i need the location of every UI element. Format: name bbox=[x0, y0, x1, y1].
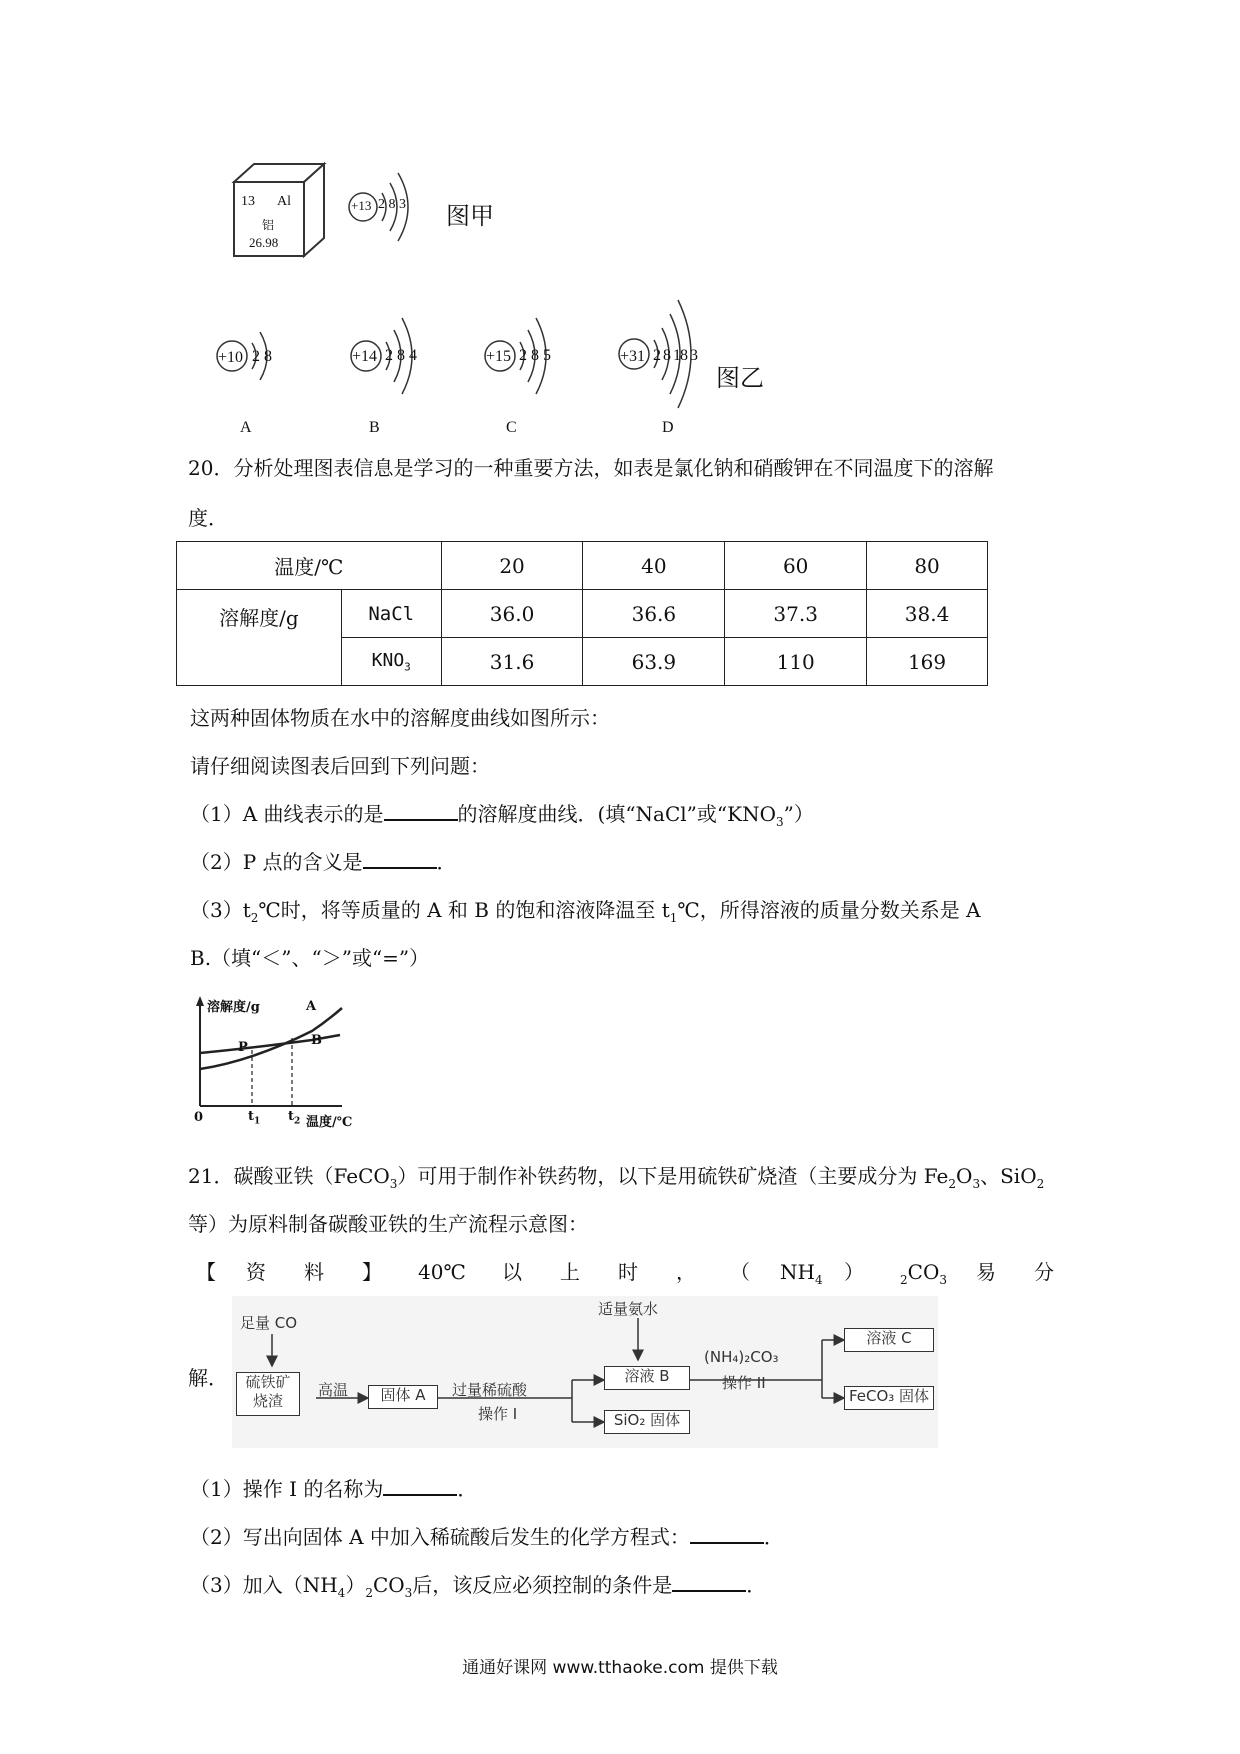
solubility-label: 溶解度/g bbox=[177, 590, 342, 686]
info-token: ， bbox=[676, 1260, 696, 1284]
graph-curve-a-label: A bbox=[306, 999, 317, 1014]
graph-t2 bbox=[288, 1109, 300, 1127]
reagent-label: (NH₄)₂CO₃ bbox=[704, 1348, 779, 1366]
info-token: 】 bbox=[362, 1260, 382, 1284]
q21-part3-a: （3）加入（NH bbox=[190, 1573, 338, 1597]
temp-header: 温度/℃ bbox=[177, 542, 442, 590]
graph-y-label: 溶解度/g bbox=[207, 1000, 260, 1015]
atom-shells-a: 2 8 bbox=[252, 348, 272, 365]
temp-col: 20 bbox=[441, 542, 583, 590]
atom-shells-al: 2 8 3 bbox=[378, 197, 406, 212]
box-sio2-solid: SiO₂ 固体 bbox=[604, 1410, 690, 1434]
graph-curve-b-label: B bbox=[311, 1033, 322, 1048]
info-token bbox=[900, 1260, 947, 1292]
q20-stem-line2: 度． bbox=[188, 506, 228, 530]
atom-shells-b: 2 8 4 bbox=[385, 347, 417, 364]
t1-sub: 1 bbox=[254, 1116, 261, 1127]
subscript: 4 bbox=[337, 1586, 346, 1600]
q21-part1-prefix: （1）操作 I 的名称为 bbox=[190, 1477, 384, 1501]
arrow-label-heat: 高温 bbox=[318, 1381, 349, 1399]
atom-shells-c: 2 8 5 bbox=[519, 347, 551, 364]
flowchart-arrows bbox=[232, 1296, 938, 1448]
q21-part2-prefix: （2）写出向固体 A 中加入稀硫酸后发生的化学方程式： bbox=[190, 1525, 690, 1549]
q20-part3-c: ℃，所得溶液的质量分数关系是 A bbox=[677, 898, 981, 922]
graph-t1 bbox=[248, 1109, 260, 1127]
graph-point-p: P bbox=[238, 1040, 248, 1055]
q21-info-tail: 解． bbox=[188, 1366, 228, 1390]
info-token: 料 bbox=[304, 1260, 324, 1284]
q21-stem-b: ）可用于制作补铁药物，以下是用硫铁矿烧渣（主要成分为 Fe bbox=[397, 1164, 949, 1188]
arrow-label-op2: 操作 II bbox=[722, 1374, 766, 1392]
option-letter-c: C bbox=[506, 419, 517, 436]
info-token: 资 bbox=[246, 1260, 266, 1284]
subscript: 3 bbox=[972, 1177, 981, 1191]
q21-stem-line1 bbox=[188, 1164, 1044, 1196]
table-cell: 37.3 bbox=[725, 590, 867, 638]
q21-part3-e: ． bbox=[746, 1573, 767, 1597]
option-letter-d: D bbox=[662, 419, 674, 436]
q20-part1 bbox=[190, 801, 814, 834]
atom-nucleus-a: +10 bbox=[218, 349, 244, 366]
page-footer: 通通好课网 www.tthaoke.com 提供下载 bbox=[462, 1658, 778, 1678]
element-symbol: Al bbox=[277, 194, 291, 209]
q21-stem-a: 21．碳酸亚铁（FeCO bbox=[188, 1164, 390, 1188]
info-token: 【 bbox=[196, 1260, 216, 1284]
q21-part3-d: 后，该反应必须控制的条件是 bbox=[412, 1573, 673, 1597]
table-header-row bbox=[177, 542, 988, 590]
q21-stem-line2: 等）为原料制备碳酸亚铁的生产流程示意图： bbox=[188, 1212, 588, 1236]
info-token: （ bbox=[730, 1260, 750, 1284]
graph-origin: 0 bbox=[194, 1110, 204, 1125]
answer-blank[interactable] bbox=[383, 1476, 457, 1496]
table-cell: 169 bbox=[867, 638, 988, 686]
q20-part3-b: ℃时，将等质量的 A 和 B 的饱和溶液降温至 t bbox=[258, 898, 670, 922]
q20-stem-line1: 20．分析处理图表信息是学习的一种重要方法，如表是氯化钠和硝酸钾在不同温度下的溶解 bbox=[188, 456, 994, 480]
q20-part1-prefix: （1）A 曲线表示的是 bbox=[190, 802, 384, 826]
arrow-label-acid: 过量稀硫酸 bbox=[452, 1381, 528, 1399]
temp-col: 80 bbox=[867, 542, 988, 590]
kno3-subscript: 3 bbox=[404, 660, 411, 674]
atom-nucleus-d: +31 bbox=[620, 348, 646, 365]
nh4-main: NH bbox=[780, 1260, 815, 1284]
q20-part3-line2: B.（填“＜”、“＞”或“=”） bbox=[190, 946, 430, 970]
info-token: 时 bbox=[618, 1260, 638, 1284]
element-name: 铝 bbox=[262, 218, 275, 232]
table-cell: 36.6 bbox=[583, 590, 725, 638]
arrow-label-op1: 操作 I bbox=[478, 1405, 518, 1423]
element-number: 13 bbox=[241, 194, 255, 209]
input-co-label: 足量 CO bbox=[240, 1314, 298, 1332]
info-token: 40℃ bbox=[418, 1260, 466, 1284]
q20-part2-prefix: （2）P 点的含义是 bbox=[190, 850, 363, 874]
subscript: 2 bbox=[1036, 1177, 1045, 1191]
temp-col: 60 bbox=[725, 542, 867, 590]
q21-part3 bbox=[190, 1572, 766, 1605]
q21-part3-c: CO bbox=[372, 1573, 405, 1597]
q20-part3 bbox=[190, 898, 981, 930]
option-letter-a: A bbox=[240, 419, 252, 436]
q20-instruction: 请仔细阅读图表后回到下列问题： bbox=[190, 754, 490, 778]
table-cell: 110 bbox=[725, 638, 867, 686]
temp-col: 40 bbox=[583, 542, 725, 590]
box-solution-b: 溶液 B bbox=[604, 1366, 690, 1390]
info-token: ） bbox=[844, 1260, 864, 1284]
subscript: 2 bbox=[365, 1586, 373, 1600]
q20-part1-suffix: ”） bbox=[783, 802, 814, 826]
subscript: 2 bbox=[900, 1273, 908, 1287]
table-cell: 63.9 bbox=[583, 638, 725, 686]
q21-stem-c: O bbox=[956, 1164, 973, 1188]
q21-part1 bbox=[190, 1476, 477, 1501]
graph-drawing bbox=[192, 996, 372, 1126]
substance-nacl: NaCl bbox=[341, 590, 441, 638]
caption-yi: 图乙 bbox=[716, 364, 764, 392]
subscript: 3 bbox=[939, 1273, 947, 1287]
option-letter-b: B bbox=[369, 419, 380, 436]
atom-shells-d: 2 8 18 3 bbox=[653, 347, 697, 364]
subscript: 3 bbox=[404, 1586, 413, 1600]
input-ammonia-label: 适量氨水 bbox=[598, 1300, 659, 1318]
box-feco3-solid: FeCO₃ 固体 bbox=[844, 1386, 934, 1410]
info-token: 以 bbox=[502, 1260, 522, 1284]
subscript: 3 bbox=[775, 815, 784, 829]
table-cell: 38.4 bbox=[867, 590, 988, 638]
info-token: 分 bbox=[1034, 1260, 1054, 1284]
info-token bbox=[780, 1260, 823, 1292]
answer-blank[interactable] bbox=[672, 1572, 746, 1592]
subscript: 4 bbox=[814, 1273, 823, 1287]
info-token: 上 bbox=[560, 1260, 580, 1284]
t2-sub: 2 bbox=[294, 1116, 301, 1127]
q21-stem-d: 、SiO bbox=[980, 1164, 1037, 1188]
answer-blank[interactable] bbox=[384, 801, 458, 821]
q20-part2-suffix: ． bbox=[436, 850, 457, 874]
subscript: 2 bbox=[250, 911, 259, 925]
answer-blank[interactable] bbox=[363, 849, 437, 869]
q20-part3-a: （3）t bbox=[190, 898, 251, 922]
q20-part1-mid: 的溶解度曲线．(填“NaCl”或“KNO bbox=[457, 802, 776, 826]
substance-kno3 bbox=[341, 638, 441, 686]
subscript: 1 bbox=[669, 911, 678, 925]
box-solid-a: 固体 A bbox=[368, 1385, 438, 1409]
t1-main: t bbox=[248, 1109, 255, 1124]
subscript: 3 bbox=[389, 1177, 398, 1191]
atom-nucleus-b: +14 bbox=[352, 348, 378, 365]
info-token: 易 bbox=[976, 1260, 996, 1284]
atom-nucleus-c: +15 bbox=[486, 348, 512, 365]
caption-jia: 图甲 bbox=[446, 202, 494, 230]
atom-nucleus-al: +13 bbox=[351, 198, 372, 213]
q20-part2 bbox=[190, 849, 457, 874]
q21-part2-suffix: ． bbox=[763, 1525, 784, 1549]
kno3-formula: KNO bbox=[371, 649, 405, 671]
element-mass: 26.98 bbox=[249, 235, 279, 250]
q21-part1-suffix: ． bbox=[457, 1477, 478, 1501]
q21-part2 bbox=[190, 1524, 784, 1549]
subscript: 2 bbox=[948, 1177, 957, 1191]
table-cell: 36.0 bbox=[441, 590, 583, 638]
graph-x-label: 温度/℃ bbox=[306, 1115, 353, 1130]
table-row bbox=[177, 590, 988, 638]
table-cell: 31.6 bbox=[441, 638, 583, 686]
answer-blank[interactable] bbox=[690, 1524, 764, 1544]
box-raw-material: 硫铁矿 烧渣 bbox=[236, 1372, 300, 1416]
t2-main: t bbox=[288, 1109, 295, 1124]
q20-after-table: 这两种固体物质在水中的溶解度曲线如图所示： bbox=[190, 706, 610, 730]
q21-part3-b: ） bbox=[345, 1573, 366, 1597]
co3-main: CO bbox=[907, 1260, 940, 1284]
box-solution-c: 溶液 C bbox=[844, 1328, 934, 1352]
element-card bbox=[228, 160, 338, 260]
solubility-table bbox=[176, 541, 988, 686]
